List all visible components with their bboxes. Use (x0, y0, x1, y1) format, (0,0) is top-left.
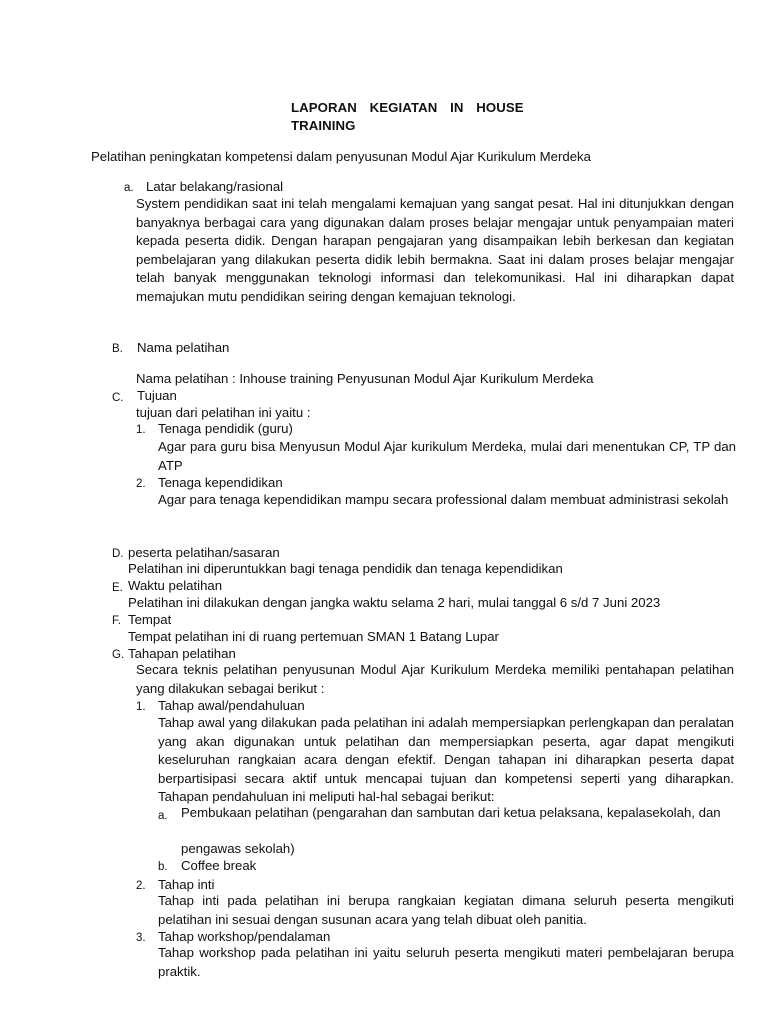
section-g-item-1-sub-b-marker: b. (158, 861, 168, 873)
section-f-body: Tempat pelatihan ini di ruang pertemuan SMAN 1 Batang Lupar (128, 629, 499, 644)
section-b-body: Nama pelatihan : Inhouse training Penyusunan Modul Ajar Kurikulum Merdeka (136, 371, 594, 386)
document-subtitle: Pelatihan peningkatan kompetensi dalam penyusunan Modul Ajar Kurikulum Merdeka (91, 149, 591, 164)
section-c-marker: C. (112, 392, 124, 404)
section-e-heading: Waktu pelatihan (128, 578, 223, 593)
section-c-item-1-heading: Tenaga pendidik (guru) (158, 421, 293, 436)
section-g-item-1-sub-b-text: Coffee break (181, 858, 257, 873)
section-a-heading: Latar belakang/rasional (146, 179, 284, 194)
section-g-item-2-marker: 2. (136, 880, 146, 892)
section-c-item-2-heading: Tenaga kependidikan (158, 475, 283, 490)
section-g-item-1-heading: Tahap awal/pendahuluan (158, 698, 305, 713)
section-e-body: Pelatihan ini dilakukan dengan jangka waktu selama 2 hari, mulai tanggal 6 s/d 7 Juni 2023 (128, 595, 661, 610)
section-g-item-1-sub-a-cont: pengawas sekolah) (181, 841, 295, 856)
section-g-item-2-body: Tahap inti pada pelatihan ini berupa rangkaian kegiatan dimana seluruh peserta mengikuti pelatihan ini sesuai dengan susunan acara yang telah dibuat oleh panitia. (158, 893, 734, 927)
section-c-item-2-body: Agar para tenaga kependidikan mampu secara professional dalam membuat administrasi sekolah (158, 492, 729, 507)
section-c-item-1-marker: 1. (136, 424, 146, 436)
document-title-line1: LAPORAN KEGIATAN IN HOUSE (291, 100, 524, 115)
section-g-item-1-sub-a-text: Pembukaan pelatihan (pengarahan dan sambutan dari ketua pelaksana, kepalasekolah, dan (181, 805, 721, 820)
section-g-heading: Tahapan pelatihan (128, 646, 236, 661)
section-g-item-3-heading: Tahap workshop/pendalaman (158, 929, 331, 944)
document-title-line2: TRAINING (291, 118, 356, 133)
section-c-item-1-body: Agar para guru bisa Menyusun Modul Ajar kurikulum Merdeka, mulai dari menentukan CP, TP dan ATP (158, 439, 736, 473)
section-c-heading: Tujuan (137, 388, 177, 403)
section-e-marker: E. (112, 582, 123, 594)
section-g-item-1-marker: 1. (136, 701, 146, 713)
section-g-item-1-body: Tahap awal yang dilakukan pada pelatihan ini adalah mempersiapkan perlengkapan dan peralatan yang akan digunakan untuk pelatihan dan mempersiapkan peserta, agar dapat mengikuti keseluruhan rangkaian acara dengan efektif. Dengan tahapan ini diharapkan peserta dapat berpartisipasi secara aktif untuk mencapai tujuan dan kompetensi seperti yang diharapkan. Tahapan pendahuluan ini meliputi hal-hal sebagai berikut: (158, 715, 734, 804)
section-c-intro: tujuan dari pelatihan ini yaitu : (136, 405, 311, 420)
section-g-intro: Secara teknis pelatihan penyusunan Modul Ajar Kurikulum Merdeka memiliki pentahapan pelatihan yang dilakukan sebagai berikut : (136, 662, 734, 696)
section-f-marker: F. (112, 615, 121, 627)
section-g-marker: G. (112, 649, 125, 661)
section-g-item-2-heading: Tahap inti (158, 877, 215, 892)
section-d-body: Pelatihan ini diperuntukkan bagi tenaga pendidik dan tenaga kependidikan (128, 561, 563, 576)
section-f-heading: Tempat (128, 612, 172, 627)
section-a-body: System pendidikan saat ini telah mengalami kemajuan yang sangat pesat. Hal ini ditunjukkan dengan banyaknya berbagai cara yang digunakan dalam proses belajar mengajar untuk penyampaian materi kepada peserta didik. Dengan harapan pengajaran yang disampaikan lebih berkesan dan kegiatan pembelajaran yang dilakukan peserta didik lebih bermakna. Saat ini dalam proses belajar mengajar telah banyak menggunakan teknologi informasi dan telekomunikasi. Hal ini diharapkan dapat memajukan mutu pendidikan seiring dengan kemajuan teknologi. (136, 196, 734, 304)
section-c-item-2-marker: 2. (136, 478, 146, 490)
section-g-item-3-marker: 3. (136, 932, 146, 944)
section-d-marker: D. (112, 548, 124, 560)
section-a-marker: a. (124, 182, 134, 194)
section-d-heading: peserta pelatihan/sasaran (128, 545, 280, 560)
section-g-item-3-body: Tahap workshop pada pelatihan ini yaitu seluruh peserta mengikuti materi pembelajaran berupa praktik. (158, 945, 734, 979)
section-g-item-1-sub-a-marker: a. (158, 810, 168, 822)
section-b-marker: B. (112, 343, 123, 355)
section-b-heading: Nama pelatihan (137, 340, 230, 355)
